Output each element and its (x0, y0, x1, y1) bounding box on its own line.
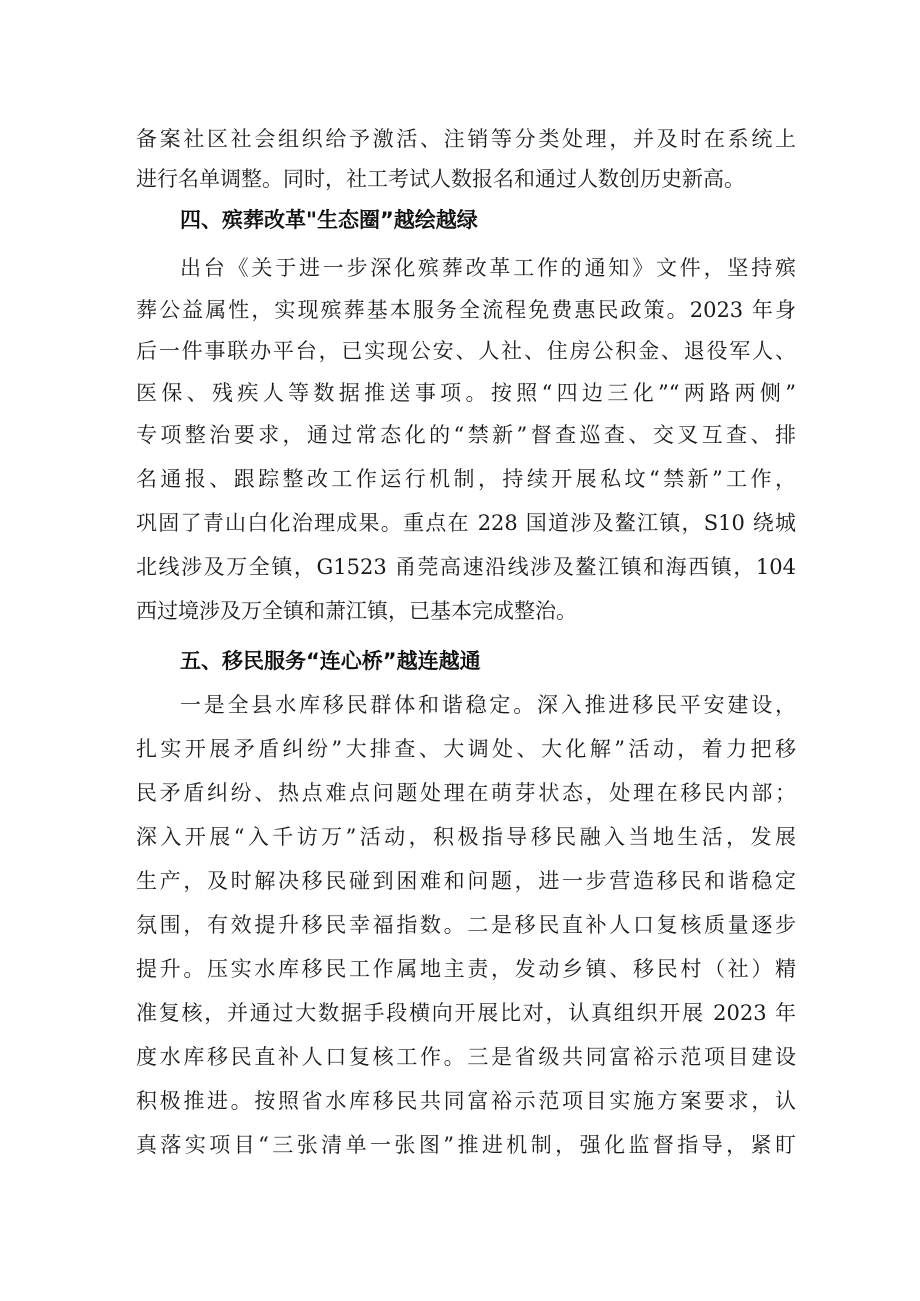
body-text-line: 西过境涉及万全镇和萧江镇，已基本完成整治。 (136, 599, 577, 623)
body-text-line: 准复核，并通过大数据手段横向开展比对，认真组织开展 2023 年 (136, 1001, 796, 1025)
body-text-line: 备案社区社会组织给予激活、注销等分类处理，并及时在系统上 (136, 127, 796, 151)
body-text-line: 出台《关于进一步深化殡葬改革工作的通知》文件，坚持殡 (180, 256, 796, 280)
body-text-line: 北线涉及万全镇，G1523 甬莞高速沿线涉及鳌江镇和海西镇，104 (136, 555, 796, 579)
body-text-line: 提升。压实水库移民工作属地主责，发动乡镇、移民村（社）精 (136, 957, 796, 981)
body-text-line: 真落实项目“三张清单一张图”推进机制，强化监督指导，紧盯 (136, 1133, 796, 1157)
body-text-line: 扎实开展矛盾纠纷”大排查、大调处、大化解”活动，着力把移 (136, 737, 796, 761)
body-text-line: 一是全县水库移民群体和谐稳定。深入推进移民平安建设， (180, 693, 796, 717)
body-text-line: 积极推进。按照省水库移民共同富裕示范项目实施方案要求，认 (136, 1089, 796, 1113)
body-text-line: 度水库移民直补人口复核工作。三是省级共同富裕示范项目建设 (136, 1045, 796, 1069)
body-text-line: 巩固了青山白化治理成果。重点在 228 国道涉及鳌江镇，S10 绕城 (136, 511, 796, 535)
body-text-line: 葬公益属性，实现殡葬基本服务全流程免费惠民政策。2023 年身 (136, 298, 796, 322)
section-heading: 五、移民服务“连心桥”越连越通 (180, 649, 481, 673)
body-text-line: 氛围，有效提升移民幸福指数。二是移民直补人口复核质量逐步 (136, 913, 796, 937)
body-text-line: 生产，及时解决移民碰到困难和问题，进一步营造移民和谐稳定 (136, 869, 796, 893)
section-heading: 四、殡葬改革"生态圈”越绘越绿 (180, 208, 478, 232)
body-text-line: 医保、残疾人等数据推送事项。按照“四边三化”“两路两侧” (136, 381, 796, 405)
body-text-line: 民矛盾纠纷、热点难点问题处理在萌芽状态，处理在移民内部； (136, 781, 796, 805)
body-text-line: 后一件事联办平台，已实现公安、人社、住房公积金、退役军人、 (136, 339, 796, 363)
body-text-line: 专项整治要求，通过常态化的“禁新”督查巡查、交叉互查、排 (136, 423, 796, 447)
body-text-line: 深入开展“入千访万”活动，积极指导移民融入当地生活，发展 (136, 825, 796, 849)
body-text-line: 名通报、跟踪整改工作运行机制，持续开展私坟“禁新”工作， (136, 467, 796, 491)
body-text-line: 进行名单调整。同时，社工考试人数报名和通过人数创历史新高。 (136, 167, 745, 191)
